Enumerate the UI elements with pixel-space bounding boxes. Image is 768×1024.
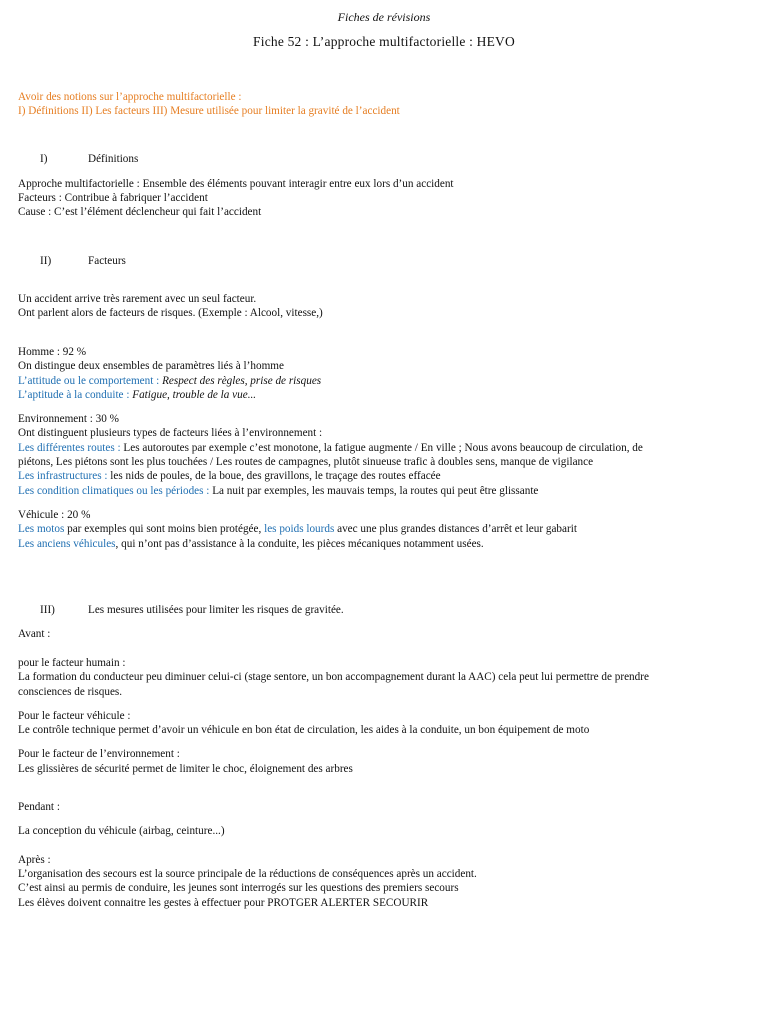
humain-heading: pour le facteur humain : xyxy=(18,657,126,669)
section-3-number: III) xyxy=(40,604,55,616)
homme-line: On distingue deux ensembles de paramètres liés à l’homme xyxy=(18,360,284,372)
section-2-number: II) xyxy=(40,255,52,267)
anciens-text: , qui n’ont pas d’assistance à la conduite, les pièces mécaniques notamment usées. xyxy=(115,538,484,550)
homme-heading: Homme : 92 % xyxy=(18,346,87,358)
section-1-number: I) xyxy=(40,153,48,165)
motos-text: par exemples qui sont moins bien protégée, xyxy=(64,523,265,535)
intro-line-1: Avoir des notions sur l’approche multifactorielle : xyxy=(18,91,242,103)
pendant-heading: Pendant : xyxy=(18,801,60,813)
anciens-label: Les anciens véhicules xyxy=(18,538,116,550)
vehicule-measure-heading: Pour le facteur véhicule : xyxy=(18,710,131,722)
intro-line-2: I) Définitions II) Les facteurs III) Mesure utilisée pour limiter la gravité de l’accident xyxy=(18,105,400,117)
routes-text: Les autoroutes par exemple c’est monotone, la fatigue augmente / En ville ; Nous avons beaucoup de circulation, de xyxy=(120,442,643,454)
factors-intro-line: Un accident arrive très rarement avec un seul facteur. xyxy=(18,293,257,305)
environnement-line: Ont distinguent plusieurs types de facteurs liées à l’environnement : xyxy=(18,427,323,439)
vehicule-motos-line xyxy=(18,522,577,537)
humain-text: La formation du conducteur peu diminuer celui-ci (stage sentore, un bon accompagnement durant la AAC) cela peut lui permettre de prendre xyxy=(18,671,649,683)
climat-item xyxy=(18,484,538,499)
page-header: Fiches de révisions xyxy=(337,10,431,24)
homme-attitude xyxy=(18,374,321,389)
poids-lourds-text: avec une plus grandes distances d’arrêt et leur gabarit xyxy=(334,523,577,535)
vehicule-anciens-line xyxy=(18,537,484,552)
apres-line: C’est ainsi au permis de conduire, les jeunes sont interrogés sur les questions des premiers secours xyxy=(18,882,459,894)
section-3-title: Les mesures utilisées pour limiter les risques de gravitée. xyxy=(88,604,344,616)
poids-lourds-label: les poids lourds xyxy=(264,523,335,535)
climat-text: La nuit par exemples, les mauvais temps, la routes qui peut être glissante xyxy=(209,485,539,497)
page-title: Fiche 52 : L’approche multifactorielle : HEVO xyxy=(253,34,515,49)
apres-line: L’organisation des secours est la source principale de la réductions de conséquences après un accident. xyxy=(18,868,477,880)
attitude-label: L’attitude ou le comportement : xyxy=(18,375,160,387)
infrastructures-item xyxy=(18,469,441,484)
avant-heading: Avant : xyxy=(18,628,51,640)
routes-text-continued: piétons, Les piétons sont les plus touchées / Les routes de campagnes, plutôt sinueuse trafic à doubles sens, manque de vigilance xyxy=(18,456,594,468)
climat-label: Les condition climatiques ou les périodes : xyxy=(18,485,210,497)
motos-label: Les motos xyxy=(18,523,65,535)
aptitude-label: L’aptitude à la conduite : xyxy=(18,389,130,401)
aptitude-text: Fatigue, trouble de la vue... xyxy=(129,389,257,401)
factors-intro-line: Ont parlent alors de facteurs de risques. (Exemple : Alcool, vitesse,) xyxy=(18,307,323,319)
vehicule-heading: Véhicule : 20 % xyxy=(18,509,91,521)
definition-line: Cause : C’est l’élément déclencheur qui fait l’accident xyxy=(18,206,262,218)
homme-aptitude xyxy=(18,388,256,403)
environnement-measure-text: Les glissières de sécurité permet de limiter le choc, éloignement des arbres xyxy=(18,763,353,775)
apres-line: Les élèves doivent connaitre les gestes à effectuer pour PROTGER ALERTER SECOURIR xyxy=(18,897,429,909)
humain-text-continued: consciences de risques. xyxy=(18,686,123,698)
definition-line: Facteurs : Contribue à fabriquer l’accident xyxy=(18,192,208,204)
vehicule-measure-text: Le contrôle technique permet d’avoir un véhicule en bon état de circulation, les aides à la conduite, un bon équipement de moto xyxy=(18,724,590,736)
environnement-heading: Environnement : 30 % xyxy=(18,413,119,425)
apres-heading: Après : xyxy=(18,854,51,866)
definition-line: Approche multifactorielle : Ensemble des éléments pouvant interagir entre eux lors d’un accident xyxy=(18,178,454,190)
section-1-title: Définitions xyxy=(88,153,139,165)
pendant-text: La conception du véhicule (airbag, ceinture...) xyxy=(18,825,225,837)
routes-item xyxy=(18,441,643,456)
routes-label: Les différentes routes : xyxy=(18,442,121,454)
section-2-title: Facteurs xyxy=(88,255,126,267)
infrastructures-text: les nids de poules, de la boue, des gravillons, le traçage des routes effacée xyxy=(107,470,441,482)
infrastructures-label: Les infrastructures : xyxy=(18,470,108,482)
attitude-text: Respect des règles, prise de risques xyxy=(159,375,322,387)
environnement-measure-heading: Pour le facteur de l’environnement : xyxy=(18,748,180,760)
